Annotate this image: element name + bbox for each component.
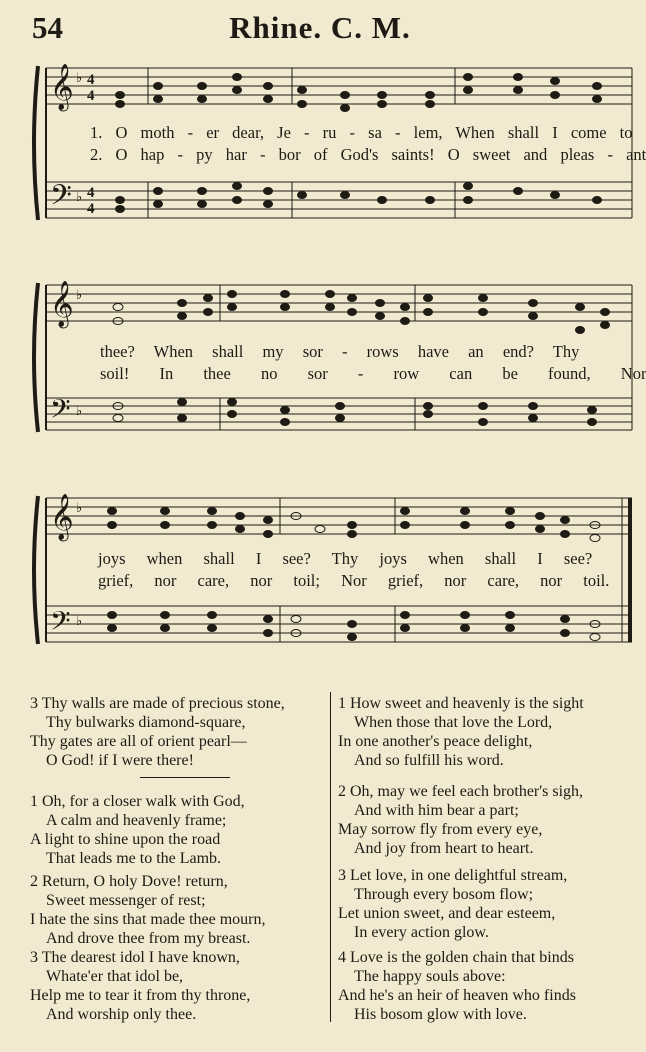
stanza-line: O God! if I were there! [46,752,194,769]
stanza-line: May sorrow fly from every eye, [338,821,543,838]
stanza-line: I hate the sins that made thee mourn, [30,911,266,928]
svg-text:𝄞: 𝄞 [50,494,74,539]
svg-text:♭: ♭ [76,403,83,418]
hymn-stanza [338,782,583,858]
stanza-line: 3 Thy walls are made of precious stone, [30,695,285,712]
stanza-line: 1 How sweet and heavenly is the sight [338,695,584,712]
stanza-line: A calm and heavenly frame; [46,812,227,829]
stanza-line: 1 Oh, for a closer walk with God, [30,793,245,810]
stanza-line: 3 The dearest idol I have known, [30,949,240,966]
svg-text:♭: ♭ [76,189,83,204]
stanza-line: A light to shine upon the road [30,831,221,848]
svg-text:♭: ♭ [76,287,83,302]
stanza-line: Whate'er that idol be, [46,968,184,985]
stanza-line: 4 Love is the golden chain that binds [338,949,574,966]
hymn-stanza [30,792,245,868]
svg-text:♭: ♭ [76,70,83,85]
verse-2-line: grief, nor care, nor toil; Nor grief, nor care, nor toil. [98,571,610,590]
stanza-line: Let union sweet, and dear esteem, [338,905,556,922]
svg-text:♭: ♭ [76,613,83,628]
hymn-stanza [30,694,285,770]
stanza-line: Thy bulwarks diamond-square, [46,714,246,731]
stanza-line: And worship only thee. [46,1006,197,1023]
hymn-stanza [338,694,584,770]
stanza-line: When those that love the Lord, [354,714,553,731]
verse-1-line: 1. O moth - er dear, Je - ru - sa - lem, When shall I come to [90,123,633,142]
svg-text:4: 4 [87,88,95,104]
music-system-2 [0,275,646,440]
music-system-3 [0,488,640,663]
svg-text:4: 4 [87,185,95,201]
stanza-line: And with him bear a part; [354,802,519,819]
verse-2-line: 2. O hap - py har - bor of God's saints! O sweet and pleas - ant [90,145,646,164]
svg-text:𝄢: 𝄢 [50,394,71,430]
svg-text:𝄞: 𝄞 [50,281,74,326]
verse-2-line: soil! In thee no sor - row can be found, Nor [100,364,646,383]
music-system-1 [0,58,646,238]
section-divider [140,777,230,778]
stanza-line: Thy gates are all of orient pearl— [30,733,247,750]
svg-text:𝄢: 𝄢 [50,606,71,642]
page-number: 54 [32,10,63,45]
stanza-line: Help me to tear it from thy throne, [30,987,251,1004]
hymn-stanza [338,866,567,942]
hymn-stanza [338,948,576,1024]
stanza-line: In every action glow. [354,924,489,941]
stanza-line: 2 Oh, may we feel each brother's sigh, [338,783,584,800]
verse-1-line: thee? When shall my sor - rows have an end? Thy [100,342,580,361]
stanza-line: And joy from heart to heart. [354,840,534,857]
hymn-title: Rhine. C. M. [229,10,411,45]
svg-text:𝄢: 𝄢 [50,181,72,218]
hymn-stanza [30,948,250,1024]
stanza-line: And drove thee from my breast. [46,930,251,947]
stanza-line: 3 Let love, in one delightful stream, [338,867,568,884]
stanza-line: That leads me to the Lamb. [46,850,222,867]
stanza-line: Sweet messenger of rest; [46,892,206,909]
stanza-line: The happy souls above: [354,968,506,985]
stanza-line: And so fulfill his word. [354,752,504,769]
svg-text:4: 4 [87,201,95,217]
column-divider [330,692,331,1022]
stanza-line: Through every bosom flow; [354,886,534,903]
stanza-line: And he's an heir of heaven who finds [338,987,576,1004]
stanza-line: His bosom glow with love. [354,1006,527,1023]
svg-text:♭: ♭ [76,500,83,515]
stanza-line: In one another's peace delight, [338,733,533,750]
verse-1-line: joys when shall I see? Thy joys when shall I see? [98,549,593,568]
stanza-line: 2 Return, O holy Dove! return, [30,873,228,890]
svg-text:𝄞: 𝄞 [50,64,74,109]
svg-text:4: 4 [87,72,95,88]
hymn-stanza [30,872,265,948]
